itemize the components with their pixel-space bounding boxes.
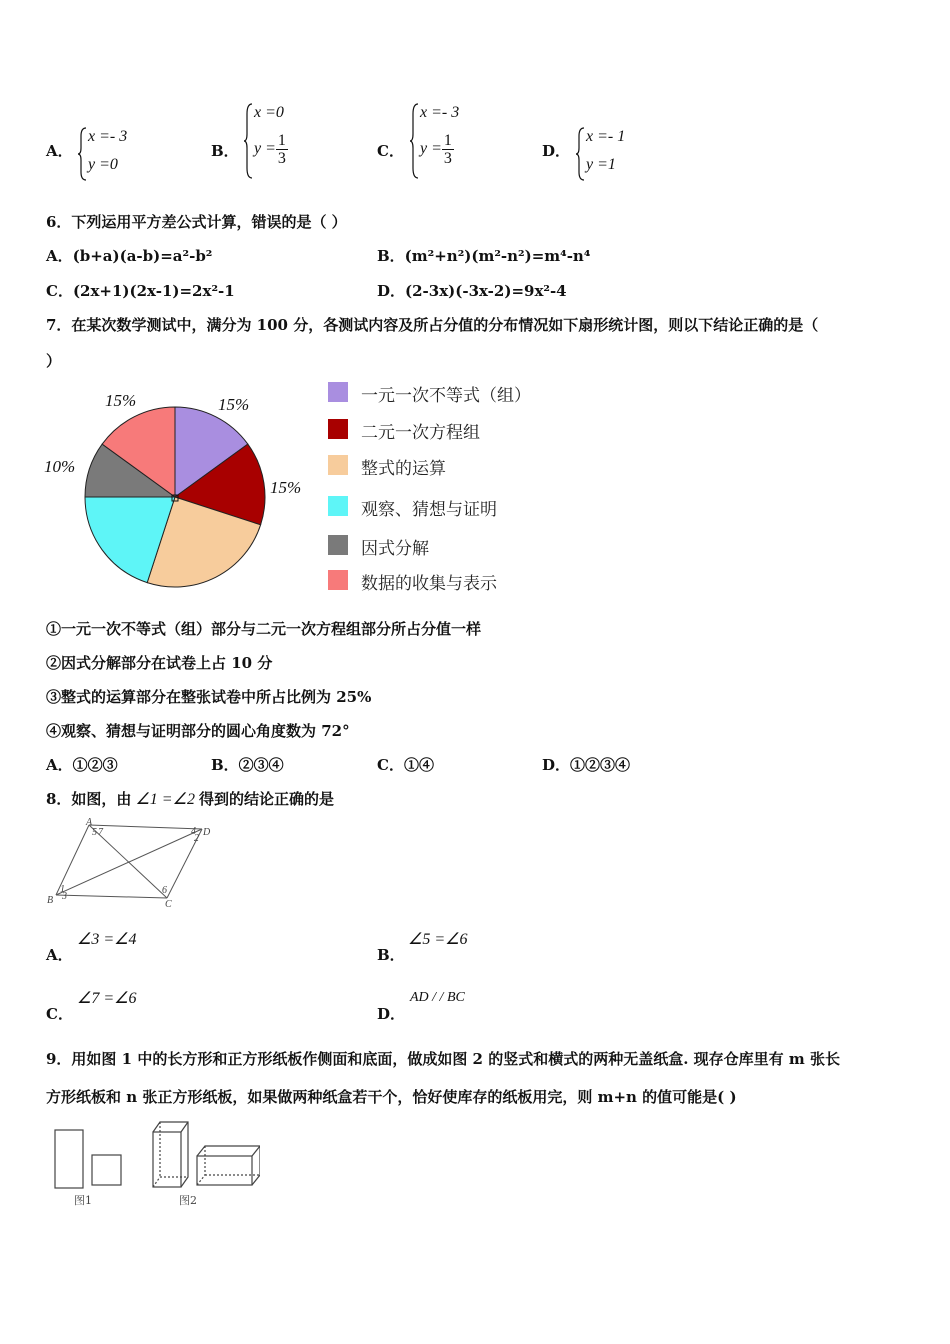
- fig1-caption: 图1: [74, 1194, 92, 1207]
- q8-option-c-label: C．: [46, 1005, 73, 1023]
- q5-b-eq2: y = $\frac{1}{3}$: [254, 132, 286, 167]
- legend-label: 二元一次方程组: [361, 423, 480, 443]
- diagonal-bd: [56, 829, 202, 895]
- q8-stem-math: ∠1 =∠2: [135, 791, 195, 808]
- q8-option-c-math: ∠7 =∠6: [77, 990, 137, 1007]
- q7-stem-line2: ）: [46, 352, 62, 370]
- q5-option-c-label: C．: [377, 142, 404, 160]
- q6-stem: 6．下列运用平方差公式计算，错误的是（ ）: [46, 213, 347, 231]
- fig-label-b: B: [47, 895, 54, 906]
- q7-stem-line1: 7．在某次数学测试中，满分为 100 分，各测试内容及所占分值的分布情况如下扇形统计图，则以下结论正确的是（: [46, 316, 819, 334]
- q7-statement-1: ①一元一次不等式（组）部分与二元一次方程组部分所占分值一样: [46, 620, 482, 638]
- legend-swatch: [328, 419, 348, 439]
- q5-option-d-system: [576, 126, 656, 182]
- q5-option-a-label: A．: [46, 142, 73, 160]
- fig-label-3: 3: [62, 891, 67, 902]
- fig-label-5: 5: [92, 827, 97, 838]
- q7-statement-2: ②因式分解部分在试卷上占 10 分: [46, 654, 273, 672]
- q8-option-b-math: ∠5 =∠6: [408, 931, 468, 948]
- segment-bc: [56, 895, 167, 898]
- q8-figure: [42, 815, 217, 910]
- fig-label-1: 1: [60, 884, 65, 895]
- fig-label-c: C: [165, 899, 172, 910]
- fig-label-a: A: [86, 817, 93, 828]
- q8-option-d-math: AD / / BC: [410, 990, 465, 1005]
- legend-label: 观察、猜想与证明: [361, 500, 497, 520]
- q5-d-eq2: y =1: [586, 156, 616, 173]
- q5-c-eq1: x =- 3: [420, 104, 460, 121]
- legend-swatch: [328, 535, 348, 555]
- fig2-caption: 图2: [179, 1194, 197, 1207]
- q8-option-a-math: ∠3 =∠4: [77, 931, 137, 948]
- segment-ad: [89, 825, 202, 829]
- q7-option-c: C．①④: [377, 756, 434, 774]
- q7-statement-3: ③整式的运算部分在整张试卷中所占比例为 25%: [46, 688, 372, 706]
- legend-swatch: [328, 570, 348, 590]
- legend-label: 一元一次不等式（组）: [361, 386, 531, 406]
- legend-label: 整式的运算: [361, 459, 446, 479]
- q5-d-eq1: x =- 1: [586, 128, 626, 145]
- fig-label-d: D: [203, 827, 211, 838]
- pie-label-left: 10%: [44, 457, 76, 476]
- q5-a-eq2: y =0: [88, 156, 118, 173]
- legend-swatch: [328, 382, 348, 402]
- q8-option-b-label: B．: [377, 946, 405, 964]
- q9-figures: [50, 1118, 260, 1208]
- q5-b-eq1: x =0: [254, 104, 284, 121]
- q7-option-a: A．①②③: [46, 756, 118, 774]
- q5-option-b-system: [244, 102, 324, 182]
- q7-option-d: D．①②③④: [542, 756, 631, 774]
- q6-option-d: D．(2-3x)(-3x-2)=9x²-4: [377, 282, 567, 300]
- q8-stem: 8．如图，由 ∠1 =∠2 得到的结论正确的是: [46, 790, 334, 808]
- pie-label-top-left: 15%: [105, 391, 137, 410]
- fig-label-2: 2: [194, 833, 199, 844]
- q5-option-d-label: D．: [542, 142, 571, 160]
- legend-label: 因式分解: [361, 539, 429, 559]
- q5-c-eq2: y = $\frac{1}{3}$: [420, 132, 452, 167]
- fig-label-7: 7: [98, 827, 103, 838]
- q5-option-b-label: B．: [211, 142, 239, 160]
- pie-chart: [40, 380, 320, 605]
- q8-option-d-label: D．: [377, 1005, 406, 1023]
- q8-option-a-label: A．: [46, 946, 73, 964]
- q6-option-b: B．(m²+n²)(m²-n²)=m⁴-n⁴: [377, 247, 591, 265]
- q6-option-a: A．(b+a)(a-b)=a²-b²: [46, 247, 213, 265]
- pie-label-right: 15%: [270, 478, 302, 497]
- pie-label-top-right: 15%: [218, 395, 250, 414]
- fig-label-6: 6: [162, 885, 167, 896]
- q5-a-eq1: x =- 3: [88, 128, 128, 145]
- fig2-horizontal-box-back: [197, 1146, 260, 1185]
- fig1-rectangle: [55, 1130, 83, 1188]
- q9-stem-line1: 9．用如图 1 中的长方形和正方形纸板作侧面和底面，做成如图 2 的竖式和横式的两种无盖纸盒. 现存仓库里有 m 张长: [46, 1050, 840, 1068]
- legend-swatch: [328, 455, 348, 475]
- fig2-vertical-box-front: [153, 1132, 181, 1187]
- fig1-square: [92, 1155, 121, 1185]
- legend-swatch: [328, 496, 348, 516]
- legend-label: 数据的收集与表示: [361, 574, 497, 594]
- fig-label-4: 4: [191, 826, 196, 837]
- q5-option-c-system: [410, 102, 490, 182]
- q7-statement-4: ④观察、猜想与证明部分的圆心角度数为 72°: [46, 722, 350, 740]
- q5-option-a-system: [78, 126, 158, 182]
- q7-option-b: B．②③④: [211, 756, 284, 774]
- q6-option-c: C．(2x+1)(2x-1)=2x²-1: [46, 282, 235, 300]
- q9-stem-line2: 方形纸板和 n 张正方形纸板，如果做两种纸盒若干个，恰好使库存的纸板用完，则 m+n 的值可能是( ): [46, 1088, 737, 1106]
